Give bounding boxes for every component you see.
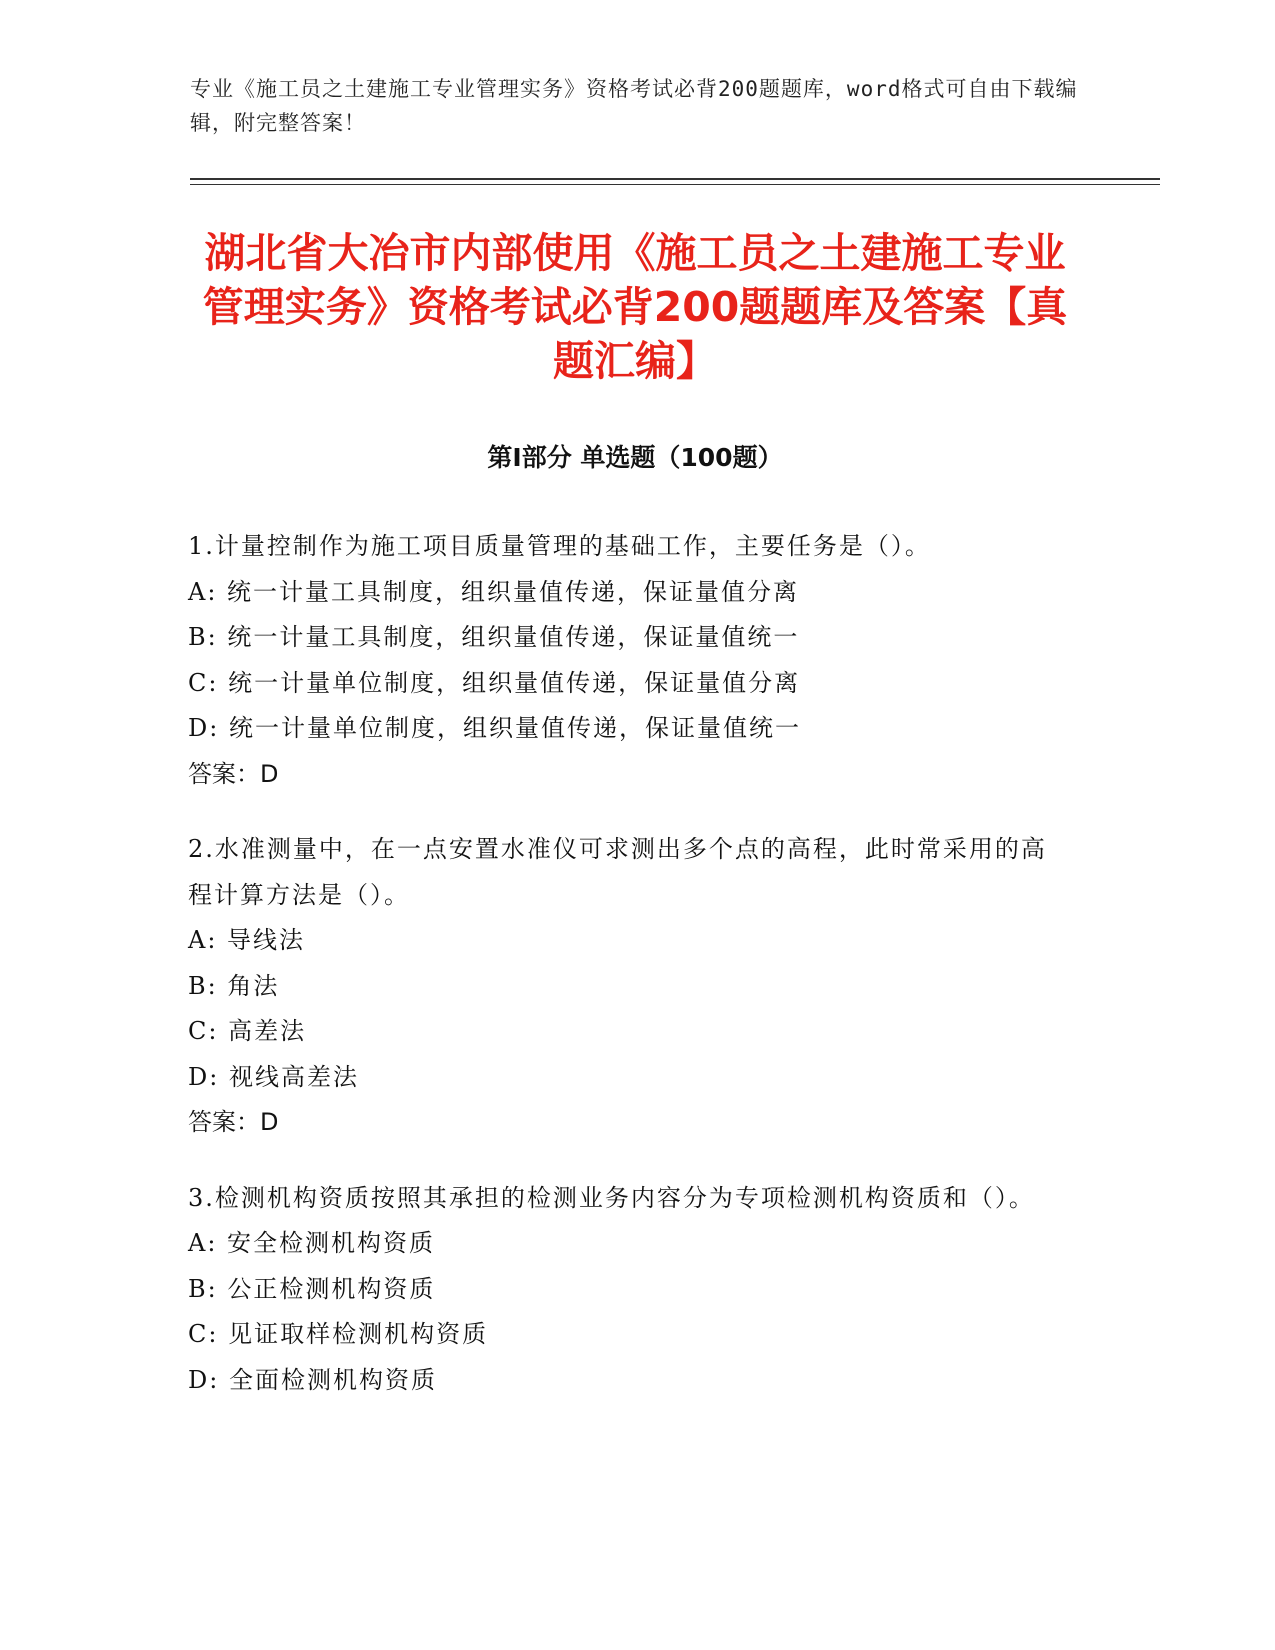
option-b: B: 公正检测机构资质 bbox=[188, 1274, 436, 1303]
option-d: D: 统一计量单位制度，组织量值传递，保证量值统一 bbox=[188, 714, 801, 742]
option-d: D: 全面检测机构资质 bbox=[188, 1365, 437, 1394]
option-c: C: 见证取样检测机构资质 bbox=[188, 1320, 489, 1348]
option-a: A: 安全检测机构资质 bbox=[188, 1229, 436, 1257]
question-1 bbox=[188, 524, 1088, 797]
question-3 bbox=[188, 1176, 1088, 1404]
option-d: D: 视线高差法 bbox=[188, 1062, 359, 1091]
header-divider-thin bbox=[190, 184, 1160, 185]
option-b: B: 角法 bbox=[188, 971, 280, 1000]
question-stem: 1.计量控制作为施工项目质量管理的基础工作，主要任务是（）。 bbox=[188, 532, 931, 560]
question-stem: 3.检测机构资质按照其承担的检测业务内容分为专项检测机构资质和（）。 bbox=[188, 1183, 1035, 1212]
document-title: 湖北省大冶市内部使用《施工员之土建施工专业管理实务》资格考试必背200题题库及答案【真题汇编】 bbox=[202, 229, 1068, 385]
option-b: B: 统一计量工具制度，组织量值传递，保证量值统一 bbox=[188, 623, 800, 651]
option-a: A: 统一计量工具制度，组织量值传递，保证量值分离 bbox=[188, 577, 800, 606]
header-note: 专业《施工员之土建施工专业管理实务》资格考试必背200题题库，word格式可自由下载编辑，附完整答案！ bbox=[190, 77, 1078, 135]
option-a: A: 导线法 bbox=[188, 926, 306, 954]
section-title: 第Ⅰ部分 单选题（100题） bbox=[487, 443, 783, 472]
header-divider-thick bbox=[190, 178, 1160, 180]
question-list bbox=[188, 524, 1088, 1433]
question-stem: 2.水准测量中，在一点安置水准仪可求测出多个点的高程，此时常采用的高程计算方法是（）。 bbox=[188, 835, 1047, 909]
option-c: C: 统一计量单位制度，组织量值传递，保证量值分离 bbox=[188, 668, 801, 697]
answer: 答案：D bbox=[188, 1108, 279, 1136]
answer: 答案：D bbox=[188, 759, 279, 788]
question-2 bbox=[188, 827, 1088, 1146]
option-c: C: 高差法 bbox=[188, 1017, 307, 1045]
